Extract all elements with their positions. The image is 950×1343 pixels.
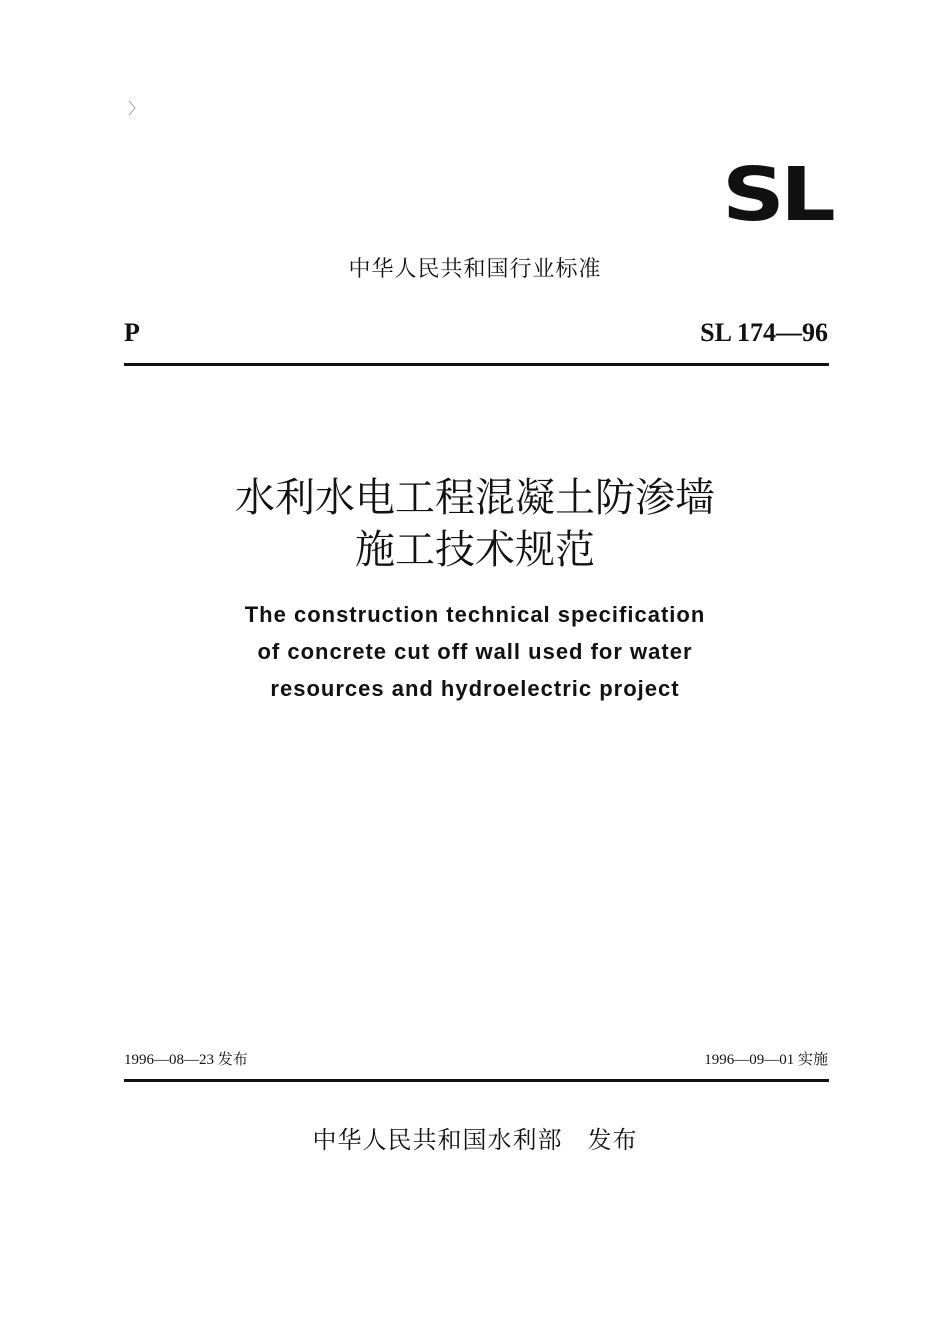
- bottom-divider: [124, 1079, 829, 1082]
- corner-mark: 〉: [128, 99, 145, 118]
- sl-logo: SL: [722, 152, 832, 238]
- classification-code: P: [124, 318, 140, 347]
- effective-date: 1996—09—01 实施: [704, 1052, 828, 1068]
- title-cn-line1: 水利水电工程混凝土防渗墙: [235, 475, 715, 521]
- title-en-line2: of concrete cut off wall used for water: [257, 639, 693, 664]
- top-divider: [124, 363, 829, 366]
- title-en-line3: resources and hydroelectric project: [270, 676, 680, 701]
- standard-category: 中华人民共和国行业标准: [348, 257, 602, 282]
- publisher: 中华人民共和国水利部 发布: [312, 1126, 638, 1154]
- title-en-line1: The construction technical specification: [244, 602, 706, 627]
- standard-number: SL 174—96: [700, 318, 828, 347]
- issue-date: 1996—08—23 发布: [124, 1052, 248, 1068]
- title-cn-line2: 施工技术规范: [355, 527, 595, 573]
